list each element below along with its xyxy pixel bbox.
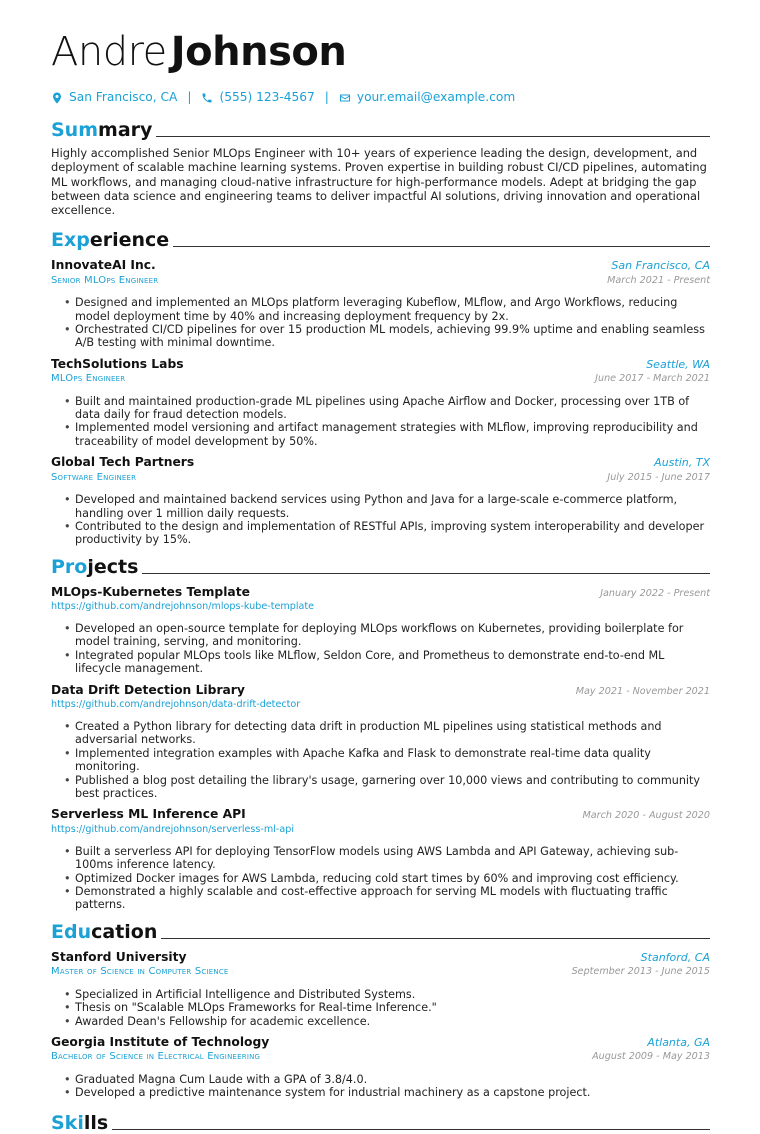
- organization-name: Georgia Institute of Technology: [51, 1034, 270, 1049]
- entry-date: May 2021 - November 2021: [575, 685, 710, 697]
- education-entry-header: [51, 1035, 710, 1050]
- project-entry-header: [51, 683, 710, 698]
- project-entry-subheader: [51, 601, 710, 613]
- bullet-item: • Specialized in Artificial Intelligence and Distributed Systems.: [64, 988, 710, 1001]
- bullet-item: • Developed and maintained backend services using Python and Java for a large-scale e-commerce platform, handling over 1 million daily requests.: [64, 493, 710, 520]
- entry-date: January 2022 - Present: [600, 587, 710, 599]
- bullet-list: [64, 296, 710, 350]
- entry-role: Senior MLOps Engineer: [51, 274, 159, 286]
- bullet-item: • Implemented model versioning and artifact management strategies with MLflow, improving reproducibility and traceability of model development by 50%.: [64, 421, 710, 448]
- entry-role: Software Engineer: [51, 471, 137, 483]
- bullet-item: • Built and maintained production-grade ML pipelines using Apache Airflow and Docker, processing over 1TB of data daily for fraud detection models.: [64, 395, 710, 422]
- section-title-summary: Sum mary: [51, 119, 710, 141]
- project-name: Data Drift Detection Library: [51, 682, 245, 697]
- project-entry: [51, 585, 710, 676]
- bullet-item: • Designed and implemented an MLOps platform leveraging Kubeflow, MLflow, and Argo Workflows, reducing model deployment time by 40% and increasing deployment frequency by 2x.: [64, 296, 710, 323]
- project-link[interactable]: https://github.com/andrejohnson/serverless-ml-api: [51, 823, 294, 835]
- entry-location: Seattle, WA: [646, 357, 710, 371]
- section-rule: [173, 246, 710, 247]
- section-title-projects: Pro jects: [51, 556, 710, 578]
- section-rule: [142, 573, 710, 574]
- candidate-name: [51, 30, 710, 74]
- project-entry-subheader: [51, 699, 710, 711]
- section-rule: [156, 136, 710, 137]
- bullet-list: [64, 988, 710, 1028]
- bullet-item: • Thesis on "Scalable MLOps Frameworks for Real-time Inference.": [64, 1001, 710, 1014]
- experience-entry-subheader: [51, 275, 710, 288]
- bullet-item: • Developed an open-source template for deploying MLOps workflows on Kubernetes, providing boilerplate for model training, serving, and monitoring.: [64, 622, 710, 649]
- entry-date: June 2017 - March 2021: [595, 373, 710, 385]
- bullet-list: [64, 395, 710, 449]
- education-entry-subheader: [51, 966, 710, 979]
- organization-name: TechSolutions Labs: [51, 356, 184, 371]
- bullet-item: • Published a blog post detailing the library's usage, garnering over 10,000 views and contributing to community best practices.: [64, 774, 710, 801]
- location-text: San Francisco, CA: [69, 90, 178, 104]
- section-title-experience: Exp erience: [51, 229, 710, 251]
- experience-entry-subheader: [51, 373, 710, 386]
- entry-location: Stanford, CA: [640, 950, 710, 964]
- last-name: Johnson: [170, 29, 347, 75]
- organization-name: Global Tech Partners: [51, 455, 195, 470]
- experience-entry-subheader: [51, 472, 710, 485]
- entry-location: Austin, TX: [654, 456, 710, 470]
- education-entry-header: [51, 950, 710, 965]
- contact-location: [51, 90, 177, 105]
- project-entry: [51, 807, 710, 911]
- section-rule: [161, 938, 710, 939]
- entry-location: Atlanta, GA: [647, 1035, 710, 1049]
- bullet-list: [64, 720, 710, 800]
- summary-text: Highly accomplished Senior MLOps Engineer with 10+ years of experience leading the design, development, and deployment of scalable machine learning systems. Proven expertise in building robust CI/CD pipelines, automating ML workflows, and managing cloud-native infrastructure for high-performance models. Adept at bridging the gap between data science and engineering teams to deliver impactful AI solutions, driving innovation and operational excellence.: [51, 146, 707, 218]
- bullet-item: • Optimized Docker images for AWS Lambda, reducing cold start times by 60% and improving cost efficiency.: [64, 872, 710, 885]
- project-entry-header: [51, 585, 710, 600]
- section-title-education: Edu cation: [51, 921, 710, 943]
- education-entry: [51, 1035, 710, 1100]
- project-name: MLOps-Kubernetes Template: [51, 584, 250, 599]
- project-name: Serverless ML Inference API: [51, 807, 246, 822]
- contact-email[interactable]: [339, 90, 515, 105]
- envelope-icon: [339, 92, 351, 104]
- map-marker-icon: [51, 92, 63, 104]
- bullet-item: • Demonstrated a highly scalable and cost-effective approach for serving ML models with fluctuating traffic patterns.: [64, 885, 710, 912]
- phone-icon: [201, 92, 213, 104]
- section-rule: [112, 1129, 710, 1130]
- project-link[interactable]: https://github.com/andrejohnson/data-drift-detector: [51, 699, 301, 711]
- bullet-item: • Awarded Dean's Fellowship for academic excellence.: [64, 1015, 710, 1028]
- entry-date: August 2009 - May 2013: [592, 1051, 710, 1063]
- contact-separator: |: [324, 90, 329, 104]
- experience-list: [51, 258, 710, 546]
- education-entry-subheader: [51, 1051, 710, 1064]
- email-text: your.email@example.com: [356, 90, 516, 104]
- experience-entry: [51, 455, 710, 546]
- phone-text: (555) 123-4567: [219, 90, 315, 104]
- entry-role: Master of Science in Computer Science: [51, 966, 229, 978]
- project-entry-subheader: [51, 824, 710, 836]
- project-entry-header: [51, 807, 710, 822]
- contact-bar: [51, 90, 710, 105]
- experience-entry-header: [51, 455, 710, 470]
- bullet-item: • Implemented integration examples with Apache Kafka and Flask to demonstrate real-time data quality monitoring.: [64, 747, 710, 774]
- bullet-list: [64, 622, 710, 676]
- bullet-list: [64, 1073, 710, 1100]
- bullet-item: • Created a Python library for detecting data drift in production ML pipelines using statistical methods and adversarial networks.: [64, 720, 710, 747]
- bullet-item: • Integrated popular MLOps tools like MLflow, Seldon Core, and Prometheus to demonstrate end-to-end ML lifecycle management.: [64, 649, 710, 676]
- contact-separator: |: [187, 90, 192, 104]
- entry-date: September 2013 - June 2015: [571, 966, 710, 978]
- bullet-item: • Graduated Magna Cum Laude with a GPA of 3.8/4.0.: [64, 1073, 710, 1086]
- experience-entry-header: [51, 357, 710, 372]
- entry-date: March 2021 - Present: [607, 274, 710, 286]
- bullet-item: • Built a serverless API for deploying TensorFlow models using AWS Lambda and API Gateway, achieving sub-100ms inference latency.: [64, 845, 710, 872]
- entry-date: July 2015 - June 2017: [607, 471, 710, 483]
- section-title-skills: Ski lls: [51, 1112, 710, 1134]
- organization-name: Stanford University: [51, 949, 187, 964]
- entry-role: MLOps Engineer: [51, 373, 126, 385]
- bullet-list: [64, 493, 710, 547]
- bullet-item: • Developed a predictive maintenance system for industrial machinery as a capstone project.: [64, 1086, 710, 1099]
- project-entry: [51, 683, 710, 801]
- entry-role: Bachelor of Science in Electrical Engineering: [51, 1051, 261, 1063]
- organization-name: InnovateAI Inc.: [51, 258, 156, 273]
- contact-phone[interactable]: [201, 90, 314, 105]
- experience-entry: [51, 357, 710, 448]
- experience-entry: [51, 258, 710, 349]
- education-entry: [51, 950, 710, 1028]
- entry-date: March 2020 - August 2020: [582, 810, 710, 822]
- first-name: Andre: [51, 29, 167, 75]
- experience-entry-header: [51, 258, 710, 273]
- project-link[interactable]: https://github.com/andrejohnson/mlops-kube-template: [51, 601, 315, 613]
- entry-location: San Francisco, CA: [611, 259, 710, 273]
- bullet-item: • Orchestrated CI/CD pipelines for over 15 production ML models, achieving 99.9% uptime and enabling seamless A/B testing with minimal downtime.: [64, 323, 710, 350]
- projects-list: [51, 585, 710, 912]
- bullet-item: • Contributed to the design and implementation of RESTful APIs, improving system interoperability and developer productivity by 15%.: [64, 520, 710, 547]
- education-list: [51, 950, 710, 1100]
- bullet-list: [64, 845, 710, 912]
